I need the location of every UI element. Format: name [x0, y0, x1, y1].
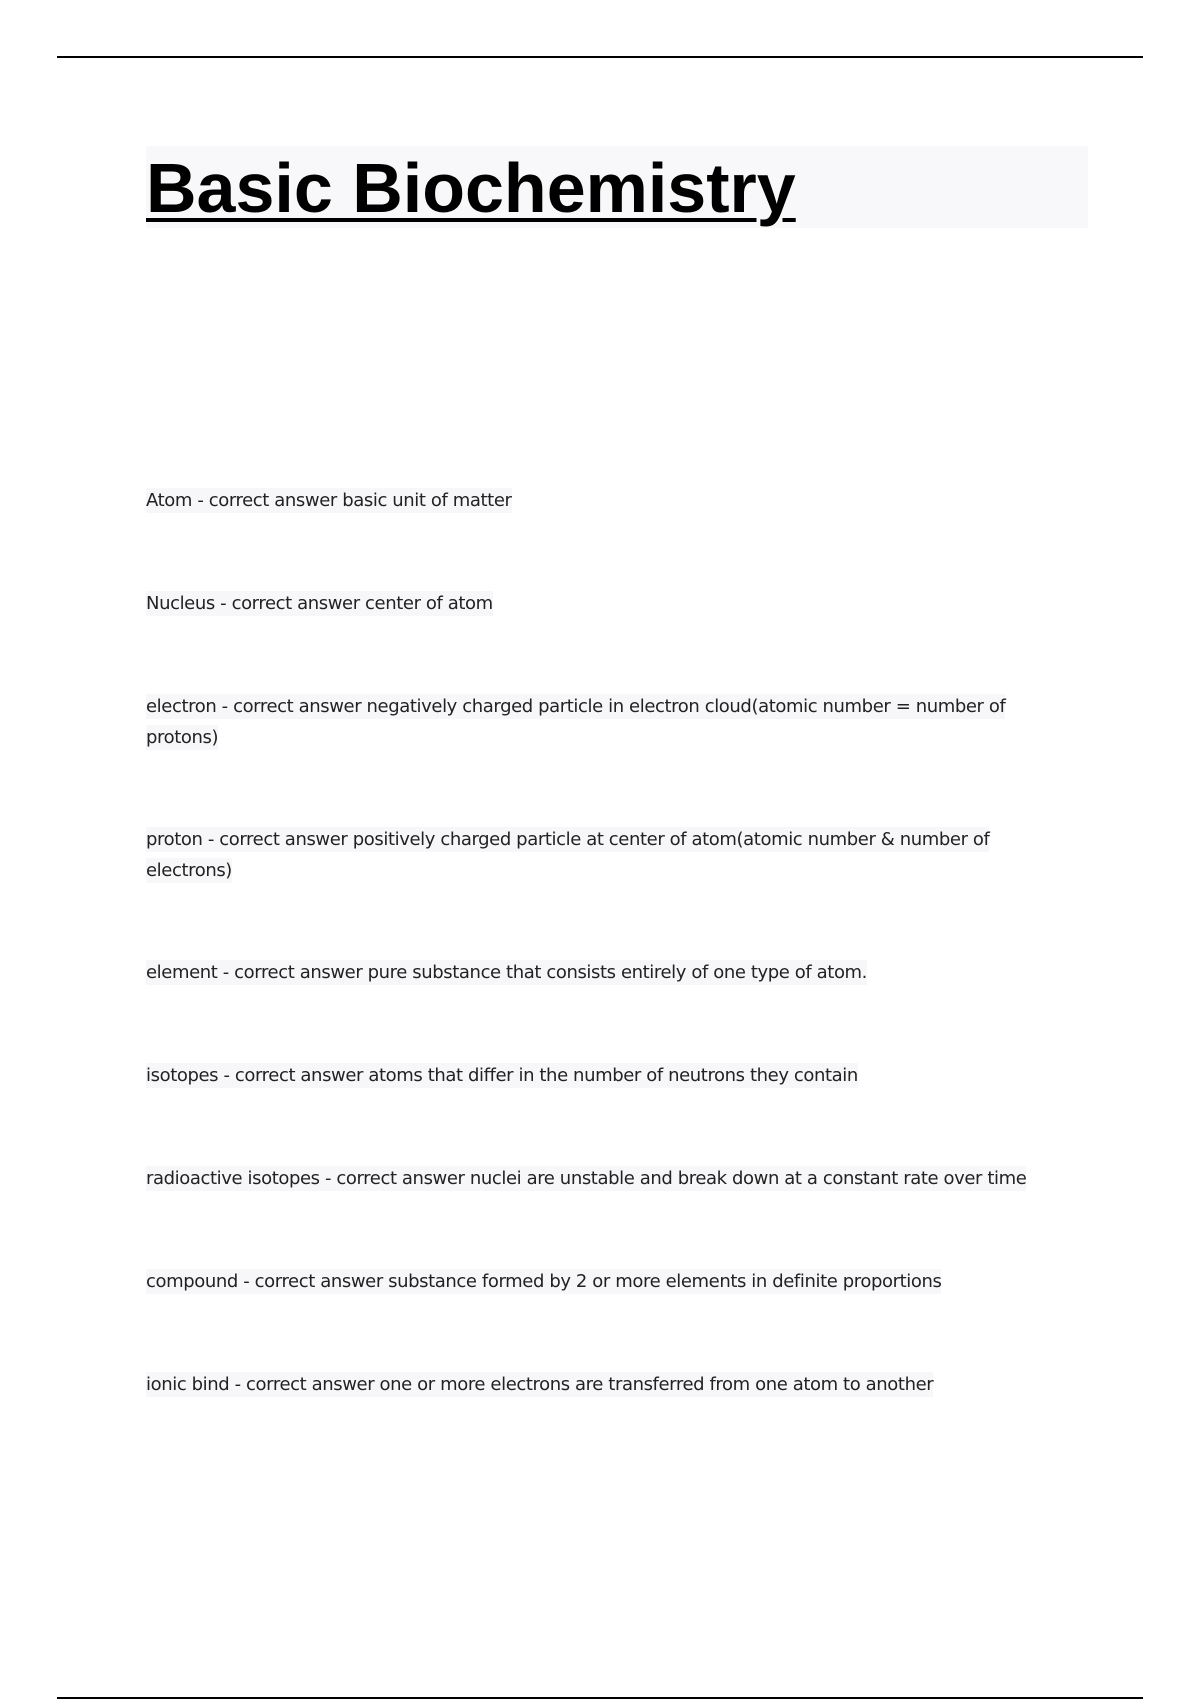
- term-entry-radioactive-isotopes: radioactive isotopes - correct answer nuclei are unstable and break down at a constant rate over time: [146, 1168, 1027, 1189]
- top-rule: [57, 56, 1143, 58]
- term-entry-isotopes: isotopes - correct answer atoms that differ in the number of neutrons they contain: [146, 1065, 858, 1086]
- term-entry-ionic-bind: ionic bind - correct answer one or more electrons are transferred from one atom to another: [146, 1374, 934, 1395]
- term-entry-electron: electron - correct answer negatively charged particle in electron cloud(atomic number = number of protons): [146, 696, 1006, 748]
- term-entry-compound: compound - correct answer substance formed by 2 or more elements in definite proportions: [146, 1271, 942, 1292]
- bottom-rule: [57, 1697, 1143, 1699]
- term-entry-element: element - correct answer pure substance that consists entirely of one type of atom.: [146, 962, 868, 983]
- term-entry-atom: Atom - correct answer basic unit of matter: [146, 490, 512, 511]
- page-title: Basic Biochemistry: [146, 149, 796, 227]
- term-entry-nucleus: Nucleus - correct answer center of atom: [146, 593, 493, 614]
- term-entry-proton: proton - correct answer positively charged particle at center of atom(atomic number & number of electrons): [146, 829, 990, 881]
